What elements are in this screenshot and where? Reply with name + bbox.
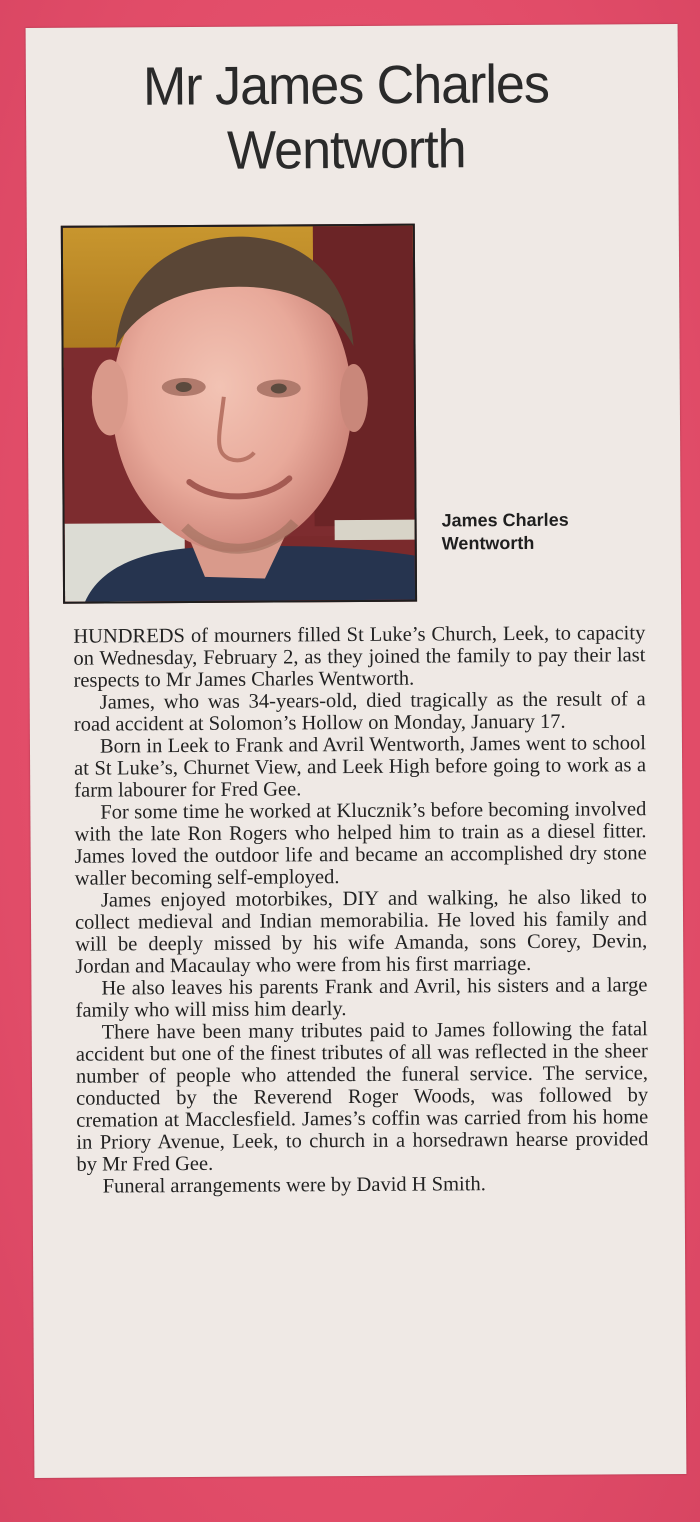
article-paragraph: Funeral arrangements were by David H Smith. bbox=[102, 1173, 486, 1198]
article-paragraph: For some time he worked at Klucznik’s before becoming involved with the late Ron Rogers who helped him to train as a diesel fitter. James loved the outdoor life and became an accomplished dry stone waller becoming self-employed. bbox=[74, 798, 647, 890]
article-body bbox=[73, 622, 648, 1197]
newspaper-clipping bbox=[26, 24, 687, 1478]
article-paragraph: James, who was 34-years-old, died tragically as the result of a road accident at Solomon’s Hollow on Monday, January 17. bbox=[73, 688, 646, 736]
photo-caption: James Charles Wentworth bbox=[441, 509, 569, 554]
headline: Mr James Charles Wentworth bbox=[142, 54, 550, 182]
article-paragraph: He also leaves his parents Frank and Avril, his sisters and a large family who will miss him dearly. bbox=[75, 974, 648, 1022]
portrait-photo bbox=[61, 224, 417, 604]
article-paragraph: There have been many tributes paid to James following the fatal accident but one of the finest tributes of all was reflected in the sheer number of people who attended the funeral service. The service, conducted by the Reverend Roger Woods, was followed by cremation at Macclesfield. James’s coffin was carried from his home in Priory Avenue, Leek, to church in a horsedrawn hearse provided by Mr Fred Gee. bbox=[75, 1018, 649, 1176]
article-paragraph: Born in Leek to Frank and Avril Wentworth, James went to school at St Luke’s, Churnet View, and Leek High before going to work as a farm labourer for Fred Gee. bbox=[74, 732, 647, 802]
article-paragraph: HUNDREDS of mourners filled St Luke’s Church, Leek, to capacity on Wednesday, February 2, as they joined the family to pay their last respects to Mr James Charles Wentworth. bbox=[73, 622, 646, 692]
article-paragraph: James enjoyed motorbikes, DIY and walking, he also liked to collect medieval and Indian memorabilia. He loved his family and will be deeply missed by his wife Amanda, sons Corey, Devin, Jordan and Macaulay who were from his first marriage. bbox=[74, 886, 648, 978]
portrait-illustration bbox=[63, 226, 415, 602]
